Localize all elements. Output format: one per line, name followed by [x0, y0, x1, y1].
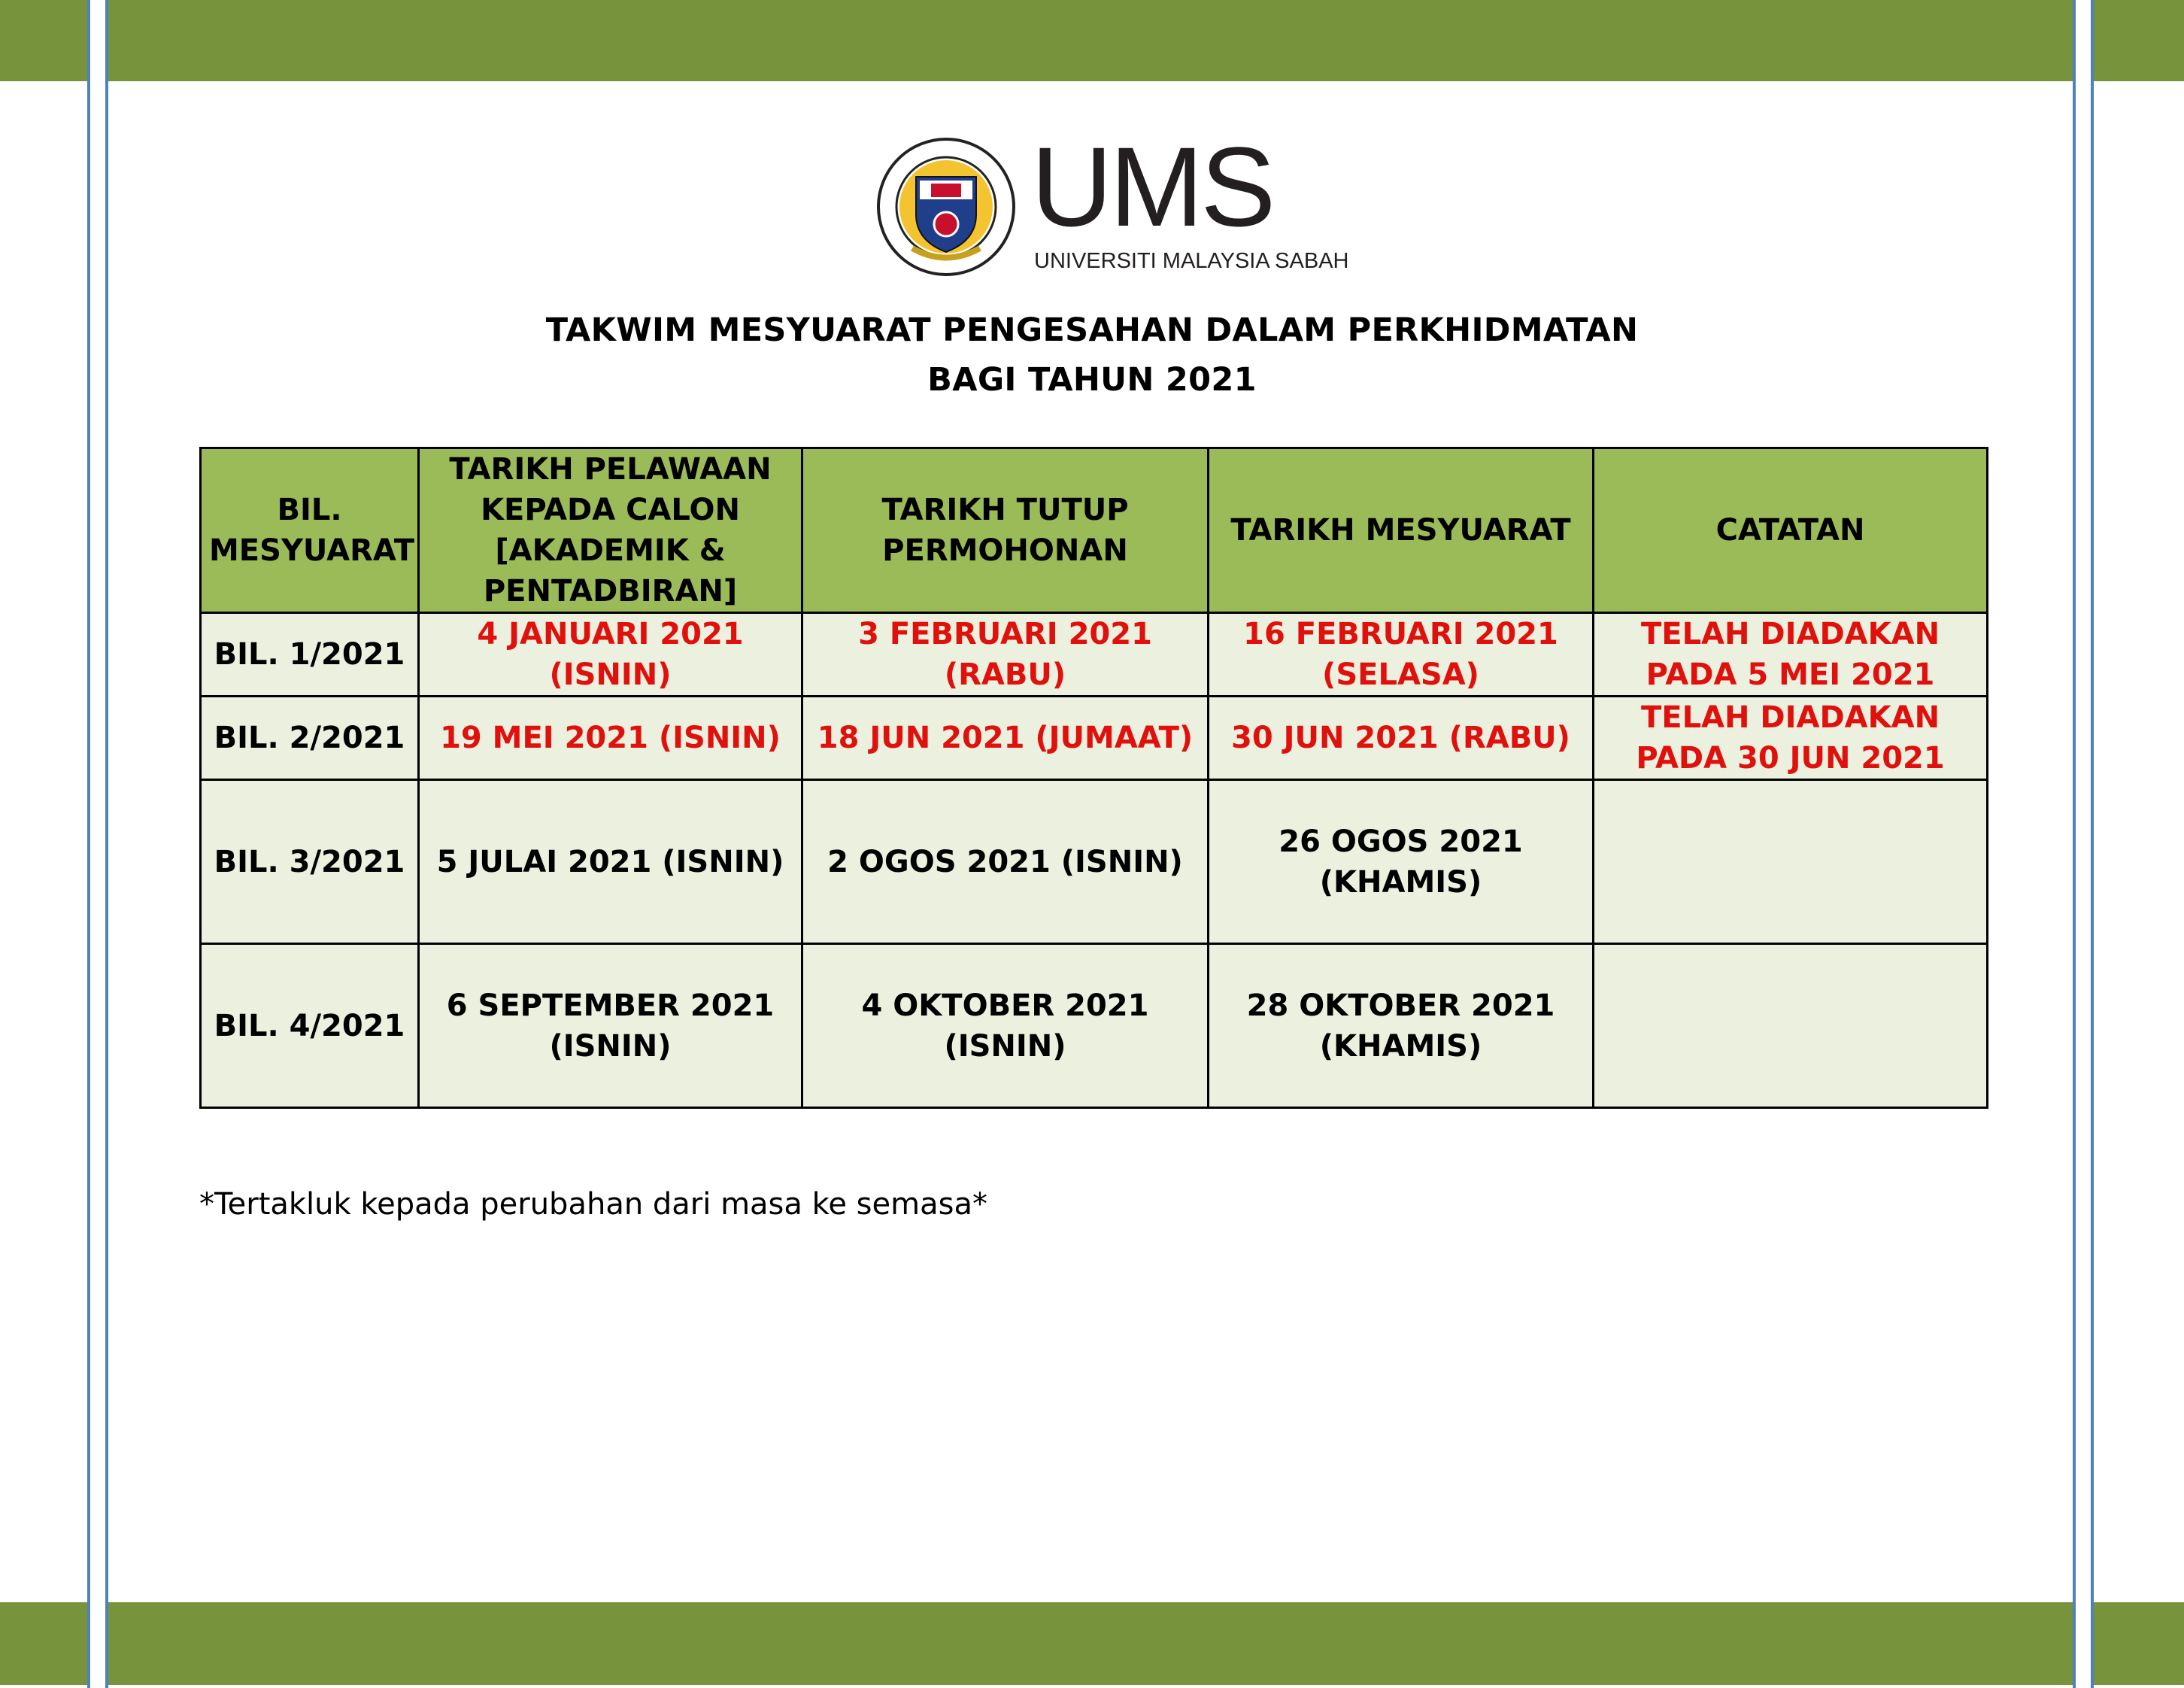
ums-logo — [875, 123, 1349, 278]
cell-tutup: 18 JUN 2021 (JUMAAT) — [802, 697, 1209, 780]
top-band-right — [2094, 0, 2184, 81]
cell-mesyuarat: 26 OGOS 2021 (KHAMIS) — [1209, 780, 1594, 944]
cell-bil: BIL. 4/2021 — [201, 944, 419, 1108]
cell-pelawaan: 6 SEPTEMBER 2021 (ISNIN) — [419, 944, 802, 1108]
header-bil: BIL. MESYUARAT — [201, 448, 419, 613]
header-mesyuarat: TARIKH MESYUARAT — [1209, 448, 1594, 613]
table-row — [201, 780, 1988, 944]
cell-tutup: 4 OKTOBER 2021 (ISNIN) — [802, 944, 1209, 1108]
bottom-band-right — [2094, 1602, 2184, 1685]
cell-mesyuarat: 30 JUN 2021 (RABU) — [1209, 697, 1594, 780]
cell-catatan: TELAH DIADAKAN PADA 30 JUN 2021 — [1594, 697, 1988, 780]
cell-pelawaan: 19 MEI 2021 (ISNIN) — [419, 697, 802, 780]
header-catatan: CATATAN — [1594, 448, 1988, 613]
cell-catatan: TELAH DIADAKAN PADA 5 MEI 2021 — [1594, 613, 1988, 697]
top-band — [108, 0, 2073, 81]
cell-bil: BIL. 1/2021 — [201, 613, 419, 697]
frame-line — [105, 0, 108, 1688]
cell-pelawaan: 4 JANUARI 2021 (ISNIN) — [419, 613, 802, 697]
cell-bil: BIL. 2/2021 — [201, 697, 419, 780]
header-pelawaan: TARIKH PELAWAAN KEPADA CALON [AKADEMIK & PENTADBIRAN] — [419, 448, 802, 613]
cell-mesyuarat: 16 FEBRUARI 2021 (SELASA) — [1209, 613, 1594, 697]
page-title: TAKWIM MESYUARAT PENGESAHAN DALAM PERKHIDMATAN — [545, 311, 1639, 349]
bottom-band-left — [0, 1602, 87, 1685]
cell-tutup: 2 OGOS 2021 (ISNIN) — [802, 780, 1209, 944]
table-row — [201, 697, 1988, 780]
top-band-left — [0, 0, 87, 81]
svg-text:UMS: UMS — [1031, 123, 1273, 250]
page-subtitle: BAGI TAHUN 2021 — [927, 361, 1257, 399]
cell-tutup: 3 FEBRUARI 2021 (RABU) — [802, 613, 1209, 697]
meeting-schedule-table — [199, 447, 1988, 1109]
cell-bil: BIL. 3/2021 — [201, 780, 419, 944]
university-seal-icon — [878, 139, 1014, 275]
cell-catatan — [1594, 944, 1988, 1108]
frame-line — [87, 0, 90, 1688]
header-tutup: TARIKH TUTUP PERMOHONAN — [802, 448, 1209, 613]
svg-text:UNIVERSITI MALAYSIA SABAH: UNIVERSITI MALAYSIA SABAH — [1034, 249, 1349, 273]
cell-mesyuarat: 28 OKTOBER 2021 (KHAMIS) — [1209, 944, 1594, 1108]
table-row — [201, 944, 1988, 1108]
cell-pelawaan: 5 JULAI 2021 (ISNIN) — [419, 780, 802, 944]
frame-line — [2073, 0, 2076, 1688]
frame-line — [2091, 0, 2094, 1688]
bottom-band — [108, 1602, 2073, 1685]
footnote: *Tertakluk kepada perubahan dari masa ke semasa* — [199, 1187, 987, 1222]
table-row — [201, 613, 1988, 697]
cell-catatan — [1594, 780, 1988, 944]
